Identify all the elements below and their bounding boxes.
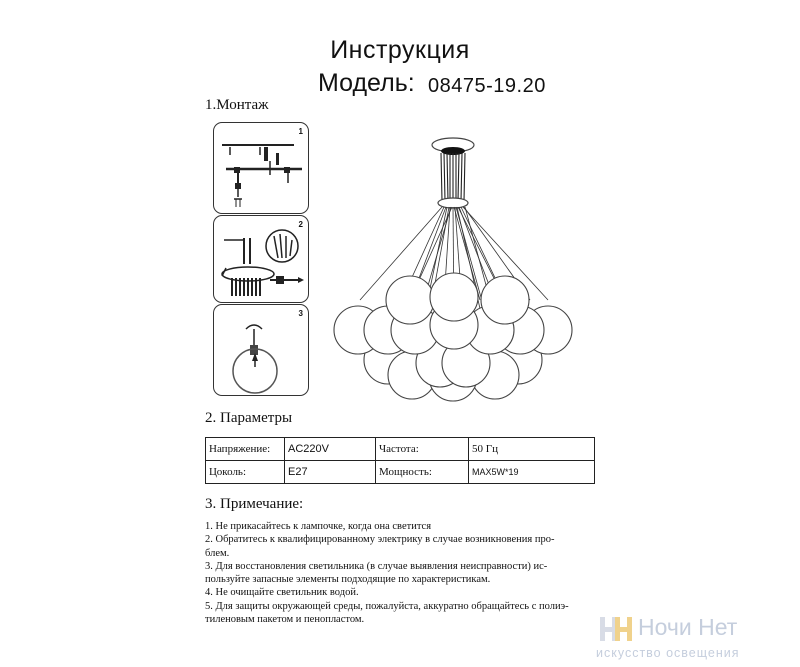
param-value-socket: E27 <box>285 461 376 484</box>
parameters-table <box>205 437 595 484</box>
watermark <box>596 612 800 662</box>
note-line: блем. <box>205 547 230 559</box>
param-value-voltage: AC220V <box>285 438 376 461</box>
table-row <box>206 461 595 484</box>
note-line: 4. Не очищайте светильник водой. <box>205 587 359 599</box>
ceiling-bracket-illustration <box>214 123 308 213</box>
model-label: Модель: <box>318 69 415 97</box>
notes-list <box>205 520 605 626</box>
param-label-frequency: Частота: <box>376 438 469 461</box>
section-notes-heading: 3. Примечание: <box>205 496 304 512</box>
brand-subtitle: искусство освещения <box>596 646 740 660</box>
step-number: 2 <box>298 220 303 229</box>
note-line: тиленовым пакетом и пенопластом. <box>205 614 365 626</box>
section-mount-heading: 1.Монтаж <box>205 97 269 113</box>
note-line: 3. Для восстановления светильника (в случае выявления неисправности) ис- <box>205 560 548 572</box>
note-line: пользуйте запасные элементы подходящие по характеристикам. <box>205 574 491 586</box>
note-line: 5. Для защиты окружающей среды, пожалуйста, аккуратно обращайтесь с полиэ- <box>205 600 569 612</box>
note-line: 1. Не прикасайтесь к лампочке, когда она светится <box>205 521 432 532</box>
note-line: 2. Обратитесь к квалифицированному электрику в случае возникновения про- <box>205 534 555 546</box>
canopy-wiring-illustration <box>214 216 308 302</box>
step-number: 3 <box>298 309 303 318</box>
param-value-frequency: 50 Гц <box>469 438 595 461</box>
param-label-voltage: Напряжение: <box>206 438 285 461</box>
table-row <box>206 438 595 461</box>
model-number: 08475-19.20 <box>428 75 546 97</box>
param-value-power: MAX5W*19 <box>469 461 595 484</box>
brand-logo-icon <box>598 614 634 644</box>
section-params-heading: 2. Параметры <box>205 410 293 426</box>
param-label-socket: Цоколь: <box>206 461 285 484</box>
mount-step-3-panel <box>213 304 309 396</box>
param-label-power: Мощность: <box>376 461 469 484</box>
bulb-installation-illustration <box>214 305 308 395</box>
chandelier-illustration <box>330 125 590 410</box>
brand-name: Ночи Нет <box>638 614 738 640</box>
mount-step-2-panel <box>213 215 309 303</box>
document-title: Инструкция <box>330 36 470 64</box>
mount-step-1-panel <box>213 122 309 214</box>
step-number: 1 <box>298 127 303 136</box>
